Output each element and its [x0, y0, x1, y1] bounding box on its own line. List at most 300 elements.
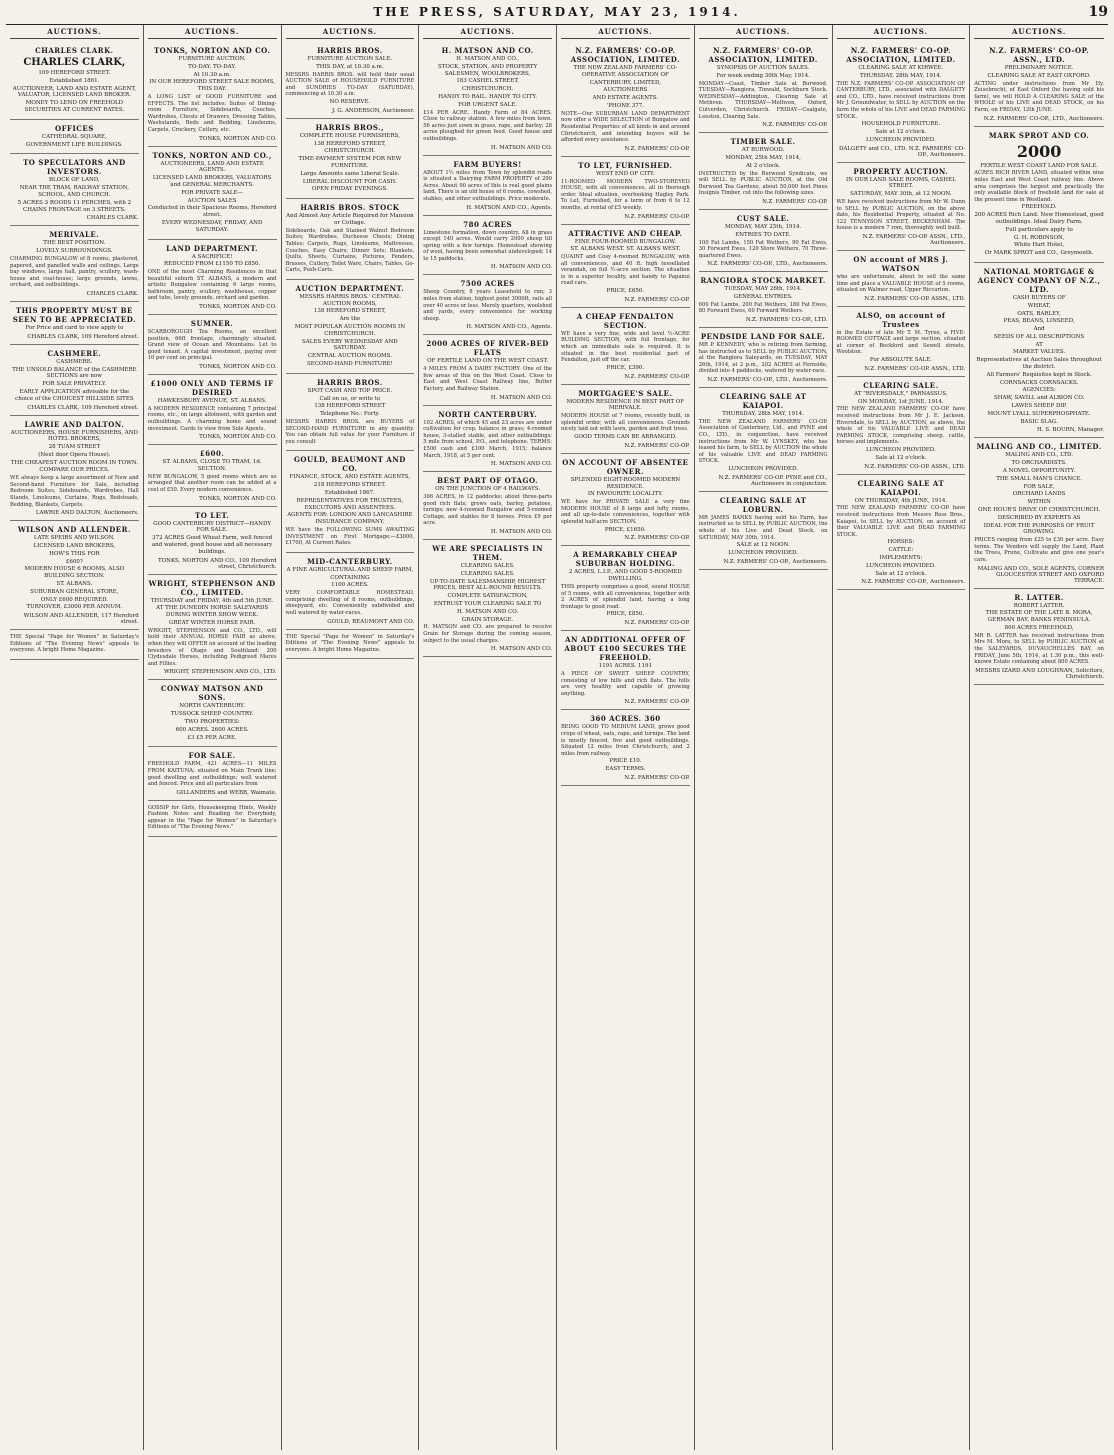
- advertisement: [561, 454, 690, 547]
- ad-title: MALING AND CO., LIMITED.: [976, 442, 1102, 452]
- ad-line: Sale at 12 o'clock.: [875, 128, 927, 135]
- ad-title: WILSON AND ALLENDER.: [17, 525, 131, 535]
- advertisement: [423, 335, 552, 405]
- ad-signature: N.Z. FARMERS' CO-OP.: [762, 122, 828, 129]
- ad-body: MODERN HOUSE of 7 rooms, recently built, in splendid order, with all conveniences. Grounds nicely laid out with lawn, garden and fruit trees.: [561, 413, 690, 433]
- ad-line: LUNCHEON PROVIDED.: [728, 466, 798, 472]
- ad-signature: N.Z. FARMERS' CO-OP.: [624, 620, 690, 627]
- ad-title: TO SPECULATORS AND INVESTORS.: [23, 158, 126, 177]
- ad-line: SECOND-HAND FURNITURE!: [307, 361, 393, 368]
- ad-line: MODERN RESIDENCE IN BEST PART OF MERIVALE.: [566, 398, 685, 412]
- ad-body: THE Special "Page for Women" in Saturday's Editions of "The Evening News" appeals to everyone. A bright Home Magazine.: [285, 633, 415, 653]
- ad-line: PRICE, £850.: [606, 611, 645, 618]
- ad-line: LUNCHEON PROVIDED.: [866, 562, 936, 569]
- ad-line: CATTLE:: [888, 547, 914, 554]
- advertisement: [699, 492, 828, 570]
- ad-line: SPOT CASH AND TOP PRICE.: [307, 387, 393, 394]
- ad-signature: WRIGHT, STEPHENSON AND CO., LTD.: [163, 669, 277, 676]
- ad-title: TIMBER SALE.: [730, 137, 796, 147]
- ad-line: LOVELY SURROUNDINGS.: [36, 248, 113, 255]
- ad-body: A MODERN RESIDENCE containing 7 principal rooms, etc., on large allotment, with garden and outbuildings. A charming home and sound investment. Cards to view from Sole Agents.: [147, 405, 277, 432]
- ad-body: Sideboards, Oak and Stained Walnut Bedroom Suites; Wardrobes, Duchesse Chests; Dining Tables; Carpets, Rugs, Linoleums, Mattresses, Couches, Easy Chairs; Dinner Sets; Blankets, Quilts, Sheets, Curtains, Pictures, Fenders, Brasses, Cutlery, Toilet Ware, Chairs, Tables, Go-Carts, Push-Carts.: [285, 227, 415, 274]
- advertisement: [699, 42, 828, 133]
- ad-line: CASH BUYERS OF: [1012, 294, 1066, 301]
- ad-line: At 2 o'clock.: [746, 162, 781, 169]
- advertisement: [286, 553, 415, 630]
- ad-line: IN FAVOURITE LOCALITY.: [587, 491, 663, 498]
- ad-signature: N.Z. FARMERS' CO-OP., LTD.: [745, 317, 828, 324]
- advertisement: [10, 302, 139, 345]
- ad-line: PEAS, BEANS, LINSEED,: [1003, 318, 1075, 325]
- ad-line: THIS DAY, at 10.30 a.m.: [316, 63, 384, 70]
- ad-line: THE NEW ZEALAND FARMERS' CO-OPERATIVE ASSOCIATION OF: [573, 65, 678, 78]
- ad-line: A SACRIFICE!: [191, 253, 233, 260]
- ad-line: Telephone No.: Forty.: [320, 411, 380, 418]
- advertisement: [561, 42, 690, 157]
- ad-body: ABOUT 1½ miles from Town by splendid roads is situated a Dairying FARM PROPERTY of 290 Acres. About 90 acres of this is real good plains land. There is an old house of 6 rooms, cowshed, stables, and other outbuildings. Price moderate.: [423, 169, 552, 202]
- ad-title: 360 ACRES. 360: [590, 714, 661, 724]
- ad-signature: N.Z. FARMERS' CO-OP., LTD., Auctioneers.: [707, 261, 828, 268]
- ad-line: 'PHONE 377.: [606, 102, 645, 109]
- ad-line: Established 1861.: [49, 77, 100, 84]
- ad-body: who are unfortunate, about to sell the same time and place a VALUABLE HOUSE of 5 rooms, situated on Walmer road, Upper Riccarton.: [836, 273, 966, 294]
- ad-line: AND ESTATE AGENTS.: [592, 95, 659, 102]
- ad-line: Established 1867.: [324, 490, 375, 497]
- ad-line: CLEARING SALES.: [460, 570, 515, 577]
- advertisement: [286, 119, 415, 199]
- ad-line: ON THE JUNCTION OF 4 RAILWAYS.: [435, 486, 541, 493]
- ad-line: 1191 ACRES. 1191: [598, 663, 652, 670]
- ad-body: MR P. KENNEDY, who is retiring from farming, has instructed us to SELL by PUBLIC AUCTION, at the Rangiora Saleyards, on TUESDAY, MAY 26th, 1914, at 2 p.m., 202 ACRES at Fernside, divided into 4 paddocks, watered by water-race.: [698, 342, 828, 375]
- ad-line: 800 ACRES FREEHOLD,: [1004, 624, 1074, 631]
- ad-line: FERTILE WEST COAST LAND FOR SALE.: [980, 162, 1099, 169]
- ad-line: MESSRS HARRIS BROS.' CENTRAL AUCTION ROOMS,: [299, 293, 401, 307]
- ad-body: ONE of the most Charming Residences in that beautiful suburb ST. ALBANS, a modern and artistic Bungalow containing 6 large rooms, bathroom, pantry, scullery, washhouse, copper and tubs, lovely grounds, orchard and garden.: [147, 269, 277, 302]
- ad-body: 4 MILES FROM A DAIRY FACTORY. One of the few areas of this on the West Coast. Close to East and West Coast Railway line, Butter Factory, and Railway Station.: [423, 366, 552, 393]
- ad-line: CENTRAL AUCTION ROOMS.: [307, 353, 392, 360]
- ad-signature: CHARLES CLARK.: [86, 290, 139, 297]
- advertisement: [837, 307, 966, 377]
- ad-line: EARLY APPLICATION advisable for the choice of the CHOICEST HILLSIDE SITES: [15, 388, 134, 402]
- ad-line: THE ESTATE OF THE LATE B. MORA, GERMAN BAY, BANKS PENINSULA.: [985, 610, 1093, 624]
- ad-line: ON MONDAY, 1st JUNE, 1914.: [857, 398, 944, 405]
- ad-line: MOUNT LYALL SUPERPHOSPHATE.: [987, 410, 1091, 417]
- column-1: [6, 25, 144, 1450]
- ad-line: (Next door Opera House).: [38, 451, 111, 458]
- ad-signature: H. S. BOURN, Manager.: [1036, 427, 1104, 434]
- ad-line: 28 TUAM STREET: [48, 444, 101, 451]
- ad-title: N.Z. FARMERS' CO-OP. ASSOCIATION, LIMITED.: [570, 46, 681, 64]
- ad-line: 138 HEREFORD STREET: [314, 403, 386, 410]
- ad-line: £600?: [65, 558, 83, 565]
- ad-signature: N.Z. FARMERS' CO-OP.: [624, 145, 690, 152]
- advertisement: [286, 280, 415, 374]
- ad-signature: H. MATSON AND CO.: [490, 528, 552, 535]
- ad-title: BEST PART OF OTAGO.: [437, 476, 539, 486]
- ad-body: THE NEW ZEALAND FARMERS' CO-OP. Association of Canterbury, Ltd., and PYNE and CO., LTD., in conjunction, have received instructions from Mr W. LYNSKEY, who has leased his farm, to SELL by AUCTION the whole of his valuable LIVE and DEAD FARMING STOCK.: [698, 418, 828, 465]
- ad-signature: WILSON AND ALLENDER, 117 Hereford street.: [23, 613, 139, 626]
- ad-body: INSTRUCTED by the Burwood Syndicate, we will SELL by PUBLIC AUCTION, at the Old Burwood Tea Gardens, about 50,000 feet Pinus Insignis Timber, cut into the following sizes.: [698, 170, 828, 197]
- ad-line: OPEN FRIDAY EVENINGS.: [311, 186, 388, 193]
- ad-line: SYNOPSIS OF AUCTION SALES.: [716, 65, 810, 71]
- ad-line: AGENCIES:: [1022, 387, 1056, 394]
- ad-signature: N.Z. FARMERS' CO-OP.: [624, 535, 690, 542]
- ad-title: A CHEAP FENDALTON SECTION.: [576, 311, 675, 330]
- ad-signature: H. MATSON AND CO.: [490, 646, 552, 653]
- ad-body: 11-ROOMED MODERN TWO-STOREYED HOUSE, with all conveniences, all in thorough order. Ideal situation, overlooking Hagley Park. To Let, Furnished, for a term of from 6 to 12 months, at rental of £5 weekly.: [561, 178, 690, 211]
- ad-signature: H. MATSON AND CO.: [490, 264, 552, 271]
- ad-line: ROBERT LATTER.: [1013, 602, 1065, 609]
- ad-signature: TONKS, NORTON AND CO.: [199, 364, 277, 371]
- ad-line: AGENTS FOR: LONDON AND LANCASHIRE INSURANCE COMPANY.: [287, 512, 413, 526]
- ad-body: PRICES ranging from £25 to £30 per acre. Easy terms. The Vendors will supply the Land, Plant the Trees, Prune, Cultivate and give one year's care.: [974, 537, 1104, 563]
- ad-line: NEAR THE TRAM, RAILWAY STATION, SCHOOL, AND CHURCH.: [19, 185, 129, 198]
- ad-signature: CHARLES CLARK, 109 Hereford street.: [27, 333, 139, 340]
- ad-title: FARM BUYERS!: [453, 159, 522, 169]
- ad-body: SCARBOROUGH Tea Rooms, an excellent position, 66ft frontage, charmingly situated. Grand view of Ocean and Mountains. Let to good tenant. A capital investment, paying over 10 per cent on principal.: [147, 329, 277, 362]
- advertisement: [148, 315, 277, 375]
- ad-signature: N.Z. FARMERS' CO-OP.: [624, 373, 690, 380]
- ad-line: FINE FOUR-ROOMED BUNGALOW.: [574, 238, 676, 245]
- ad-line: AUCTIONEER, LAND AND ESTATE AGENT, VALUATOR, LICENSED LAND BROKER.: [12, 85, 136, 99]
- ad-title: MERIVALE.: [49, 230, 100, 240]
- ad-line: £3 £5 PER ACRE.: [187, 734, 237, 741]
- ad-line: EVERY WEDNESDAY, FRIDAY, AND SATURDAY.: [161, 219, 263, 233]
- ad-line: BASIC SLAG.: [1020, 418, 1058, 425]
- advertisement: [423, 156, 552, 216]
- ad-line: MODERN HOUSE 6 ROOMS, ALSO BUILDING SECTION.: [24, 566, 125, 580]
- advertisement: [561, 225, 690, 308]
- ad-line: CHRISTCHURCH.: [324, 148, 376, 155]
- ad-title: ALSO, on account of Trustees: [856, 310, 946, 329]
- ad-body: THE NEW ZEALAND FARMERS' CO-OP. have received instructions from Mr J. E. Jackson, Riversdale, to SELL by AUCTION, as above, the whole of his VALUABLE LIVE and DEAD FARMING STOCK, comprising sheep, cattle, horses and implements.: [836, 406, 966, 446]
- ad-body: CHARMING BUNGALOW of 8 rooms, plastered, papered, and panelled walls and ceilings. Large bay windows, large hall, pantry, scullery, wash-house and coal-house; large grounds, lawns, orchard, and outbuildings.: [10, 255, 139, 289]
- ad-body: WRIGHT, STEPHENSON and CO., LTD., will hold their ANNUAL HORSE FAIR as above, when they will OFFER on account of the leading breeders of Otago and Southland: 200 Clydesdale Horses, including Pedigreed Mares and Fillies.: [147, 627, 277, 667]
- ad-line: CASHMERE.: [56, 358, 93, 365]
- ad-line: MOST POPULAR AUCTION ROOMS IN CHRISTCHURCH.: [294, 324, 406, 337]
- ad-signature: TONKS, NORTON AND CO., 109 Hereford street, Christchurch.: [157, 557, 277, 570]
- ad-line: DESCRIBED BY EXPERTS AS: [997, 514, 1081, 521]
- ad-title: R. LATTER.: [1014, 592, 1064, 602]
- ad-body: Sheep Country, 8 years Leasehold to run; 3 miles from station, highest point 3000ft, rails all over 40 acres or less. Merely quarters, woolshed and yards, every convenience for working sheep.: [423, 289, 552, 322]
- advertisement: [561, 385, 690, 454]
- ad-body: THE N.Z. FARMERS' CO-OP. ASSOCIATION OF CANTERBURY, LTD., associated with DALGETY and CO., LTD., have received instructions from Mr J. Groundwater, to SELL by AUCTION on the farm the whole of his LIVE and DEAD FARMING STOCK.: [836, 80, 966, 120]
- advertisement: [974, 127, 1104, 263]
- ad-signature: N.Z. FARMERS' CO-OP., LTD., Auctioneers.: [707, 377, 828, 384]
- ad-title: HARRIS BROS.,: [315, 122, 385, 132]
- ad-line: GRAIN STORAGE.: [461, 616, 514, 623]
- ad-title: CLEARING SALE AT KAIAPOI.: [857, 478, 945, 497]
- ad-line: NO RESERVE.: [329, 98, 371, 105]
- ad-title: AN ADDITIONAL OFFER OF ABOUT £100 SECURES THE FREEHOLD.: [564, 635, 687, 663]
- ad-body: WE have the FOLLOWING SUMS AWAITING INVESTMENT on First Mortgage:—£3000, £1700, At Current Rates.: [285, 527, 415, 547]
- ad-title: TONKS, NORTON AND CO.: [153, 46, 271, 55]
- ad-signature: H. MATSON AND CO., Agents.: [466, 204, 552, 211]
- ad-body: WE have received instructions from Mr W. Dunn to SELL by PUBLIC AUCTION, on the above date, his Residential Property, situated at No. 122 TENNYSON STREET, BECKENHAM. The house is a modern 7 rom, thoroughly well built.: [836, 198, 966, 232]
- ad-body: NOTE—Our SUBURBAN LAND DEPARTMENT now offer a WIDE SELECTION of Bungalow and Residential Properties of all kinds in and around Christchurch, and intending buyers will be afforded every assistance.: [561, 110, 690, 144]
- ad-title: HARRIS BROS.: [317, 46, 383, 55]
- ad-signature: MALING AND CO., SOLE AGENTS, CORNER GLOUCESTER STREET AND OXFORD TERRACE.: [977, 565, 1104, 584]
- ad-line: MONDAY, MAY 25th, 1914.: [724, 223, 802, 230]
- column-heading: AUCTIONS.: [148, 27, 277, 39]
- ad-body: MESSRS HARRIS BROS. will hold their usual AUCTION SALE of HOUSEHOLD FURNITURE and SUNDRIES TO-DAY (SATURDAY), commencing at 10.30 a.m.: [285, 71, 415, 98]
- ad-line: HORSES:: [887, 539, 915, 546]
- column-6: [695, 25, 833, 1450]
- ad-line: 600 ACRES. 2600 ACRES.: [175, 726, 249, 733]
- ad-signature: CHARLES CLARK.: [86, 215, 139, 222]
- ad-line: SALES EVERY WEDNESDAY AND SATURDAY.: [302, 338, 398, 352]
- ad-line: 138 HEREFORD STREET,: [313, 140, 386, 147]
- advertisement: [10, 226, 139, 302]
- ad-line: BLOCK OF LAND,: [49, 177, 100, 184]
- advertisement: [423, 42, 552, 156]
- ad-body: £14 PER ACRE. Handy Farm of 84 ACRES. Close to railway station. A few miles from town. 56 acres just sown in grass, rape, and barley; 28 acres ploughed for green feed. Good house and outbuildings.: [423, 109, 552, 142]
- ad-line: GREAT WINTER HORSE FAIR.: [169, 619, 256, 626]
- advertisement: [286, 374, 415, 452]
- ad-signature: N.Z. FARMERS' CO-OP., Auctioneers.: [723, 558, 828, 565]
- ad-line: REPRESENTATIVES FOR TRUSTEES, EXECUTORS AND ASSENTEES.: [296, 497, 404, 511]
- ad-line: For ABSOLUTE SALE.: [869, 357, 932, 364]
- ad-title: 7500 ACRES: [460, 279, 515, 289]
- ad-line: SUBURBAN GENERAL STORE,: [30, 588, 119, 595]
- ad-body: NEW BUNGALOW, 5 good rooms which are so arranged that another room can be added at a cost of £50. Every modern convenience.: [147, 473, 277, 493]
- ad-line: ON THURSDAY, 4th JUNE, 1914.: [854, 497, 948, 504]
- ad-body: ACTING under instructions from Mr Hy. Zeisebrecht, of East Oxford (he having sold his farm), we will HOLD A CLEARING SALE of the WHOLE of his LIVE and DEAD STOCK, on his Farm, on FRIDAY, 12th JUNE.: [974, 80, 1104, 113]
- ad-line: HAWKESBURY AVENUE, ST. ALBANS.: [157, 398, 267, 405]
- ad-line: ONLY £600 REQUIRED.: [40, 596, 109, 603]
- column-heading: AUCTIONS.: [974, 27, 1104, 39]
- ad-title: FOR SALE.: [188, 751, 236, 761]
- ad-signature: N.Z. FARMERS' CO-OP.: [624, 296, 690, 303]
- advertisement: [148, 42, 277, 147]
- ad-body: ACRES RICH RIVER LAND, situated within nine miles East and West Coast railway line. Above area comprises the largest and practically the only available block of freehold land for sale at the present time in Westland.: [974, 170, 1104, 203]
- ad-title: ON account of MRS J. WATSON: [853, 254, 949, 273]
- ad-body: WE always keep a large assortment of New and Second-hand Furniture for Sale, including Bedroom Suites, Sideboards, Wardrobes, Hall Stands, Linoleums, Curtains, Rugs, Bedsteads, Bedding, Blankets, Carpets.: [10, 475, 139, 508]
- advertisement: [561, 546, 690, 631]
- advertisement: [286, 42, 415, 119]
- ad-line: IN OUR LAND SALE ROOMS, CASHEL STREET.: [845, 176, 956, 190]
- ad-title: NATIONAL MORTGAGE & AGENCY COMPANY OF N.Z., LTD.: [977, 266, 1101, 294]
- paper-title: THE PRESS, SATURDAY, MAY 23, 1914.: [373, 5, 741, 19]
- advertisement: [837, 42, 966, 163]
- ad-title: N.Z. FARMERS' CO-OP. ASSOCIATION, LIMITED.: [846, 46, 956, 64]
- column-3: [282, 25, 420, 1450]
- advertisement: [974, 589, 1104, 685]
- ad-line: 2 ACRES, L.I.P., AND GOOD 5-ROOMED DWELLING.: [568, 569, 682, 583]
- advertisement: [561, 710, 690, 786]
- ad-title: HARRIS BROS. STOCK: [300, 203, 400, 213]
- ad-line: FURNITURE AUCTION SALE.: [307, 56, 393, 62]
- ad-line: Call on us, or write to: [319, 395, 381, 402]
- ad-line: MARKET VALUES.: [1013, 349, 1066, 356]
- ad-line: FOR URGENT SALE.: [458, 101, 518, 108]
- ad-line: THURSDAY, 28th MAY, 1914.: [722, 411, 804, 418]
- ad-signature: N.Z. FARMERS' CO-OP. PYNE and CO., Auctioneers in conjunction.: [718, 474, 828, 487]
- ad-body: in the Estate of late Mr T. M. Tyree, a FIVE-ROOMED COTTAGE and large section, situated at corner of Beckford and Sewell streets, Woolston.: [836, 329, 966, 356]
- column-heading: AUCTIONS.: [10, 27, 139, 39]
- ad-line: CORNSACKS CORNSACKS.: [999, 379, 1079, 386]
- advertisement: [561, 631, 690, 710]
- advertisement: [837, 163, 966, 251]
- ad-title: AUCTION DEPARTMENT.: [295, 283, 405, 293]
- ad-line: GOOD TERMS CAN BE ARRANGED.: [574, 434, 677, 441]
- ad-body: MESSRS HARRIS BROS. are BUYERS of SECOND-HAND FURNITURE in any quantity. You can obtain full value for your Furniture if you consult: [285, 419, 415, 445]
- ad-title: RANGIORA STOCK MARKET.: [700, 276, 826, 286]
- ad-signature: H. MATSON AND CO.: [490, 394, 552, 401]
- ad-signature: N.Z. FARMERS' CO-OP. ASSN., LTD., Auctioneers.: [862, 233, 966, 246]
- masthead: [6, 4, 1108, 25]
- advertisement: [561, 157, 690, 225]
- ad-line: WHEAT,: [1027, 302, 1051, 309]
- advertisement: [837, 377, 966, 475]
- advertisement: [286, 199, 415, 280]
- ad-line: THURSDAY and FRIDAY, 4th and 5th JUNE.: [150, 597, 274, 604]
- advertisement: [699, 133, 828, 210]
- ad-line: AT THE DUNEDIN HORSE SALEYARDS DURING WINTER SHOW WEEK.: [156, 605, 269, 619]
- ad-line: Sale at 12 o'clock.: [875, 454, 927, 461]
- ad-line: GENERAL ENTRIES.: [733, 294, 793, 301]
- ad-signature: MESSRS IZARD AND LOUGHNAN, Solicitors, Christchurch.: [975, 667, 1104, 680]
- ad-body: MR JAMES BANKS having sold his Farm, has instructed us to SELL by PUBLIC AUCTION, the whole of his Live and Dead Stock, on SATURDAY, MAY 30th, 1914.: [698, 514, 828, 541]
- ad-line: LUNCHEON PROVIDED.: [866, 136, 936, 143]
- ad-title: H. MATSON AND CO.: [441, 46, 534, 55]
- column-5: [557, 25, 695, 1450]
- ad-line: And Almost Any Article Required for Mansion or Cottage.: [286, 213, 414, 226]
- ad-line: ORCHARD LANDS: [1012, 491, 1066, 498]
- ad-signature: TONKS, NORTON AND CO.: [199, 304, 277, 311]
- ad-line: MONDAY, 25th MAY, 1914,: [725, 154, 801, 161]
- column-heading: AUCTIONS.: [699, 27, 828, 39]
- ad-line: AUCTIONEERS: [603, 87, 648, 94]
- advertisement: [10, 630, 139, 660]
- ad-title: CLEARING SALE AT KAIAPOI.: [719, 392, 807, 411]
- ad-line: TWO PROPERTIES:: [184, 718, 240, 725]
- ad-title: NORTH CANTERBURY.: [438, 409, 538, 419]
- ad-line: OATS, BARLEY,: [1017, 310, 1061, 317]
- ad-line: SATURDAY, MAY 30th, at 12 NOON.: [850, 191, 952, 198]
- advertisement: [699, 272, 828, 328]
- ad-title: N.Z. FARMERS' CO-OP. ASSOCIATION, LIMITED.: [708, 46, 818, 64]
- ad-title: CASHMERE.: [47, 348, 102, 358]
- ad-body: BEING GOOD TO MEDIUM LAND, grows good crops of wheat, oats, rape, and turnips. The land is mostly fenced, five and good outbuildings. Situated 12 miles from Christchurch, and 2 miles from railway.: [561, 724, 690, 757]
- ad-signature: N.Z. FARMERS' CO-OP.: [624, 213, 690, 220]
- ad-line: LATE SPEIRS AND WILSON.: [33, 535, 115, 542]
- advertisement: [423, 216, 552, 276]
- ad-line: LIBERAL DISCOUNT FOR CASH.: [302, 178, 397, 185]
- ad-line: CLEARING SALE AT EAST OXFORD.: [987, 72, 1091, 79]
- ad-line: IDEAL FOR THE PURPOSES OF FRUIT GROWING.: [983, 522, 1095, 536]
- column-8: [970, 25, 1108, 1450]
- advertisement: [148, 375, 277, 445]
- ad-line: LUNCHEON PROVIDED.: [728, 549, 798, 556]
- advertisement: [148, 747, 277, 800]
- ad-body: THE Special "Page for Women" in Saturday's Editions of "The Evening News" appeals to everyone. A bright Home Magazine.: [10, 634, 139, 654]
- ad-signature: GILLANDERS and WEBB, Waimate.: [176, 789, 277, 796]
- ad-line: SPLENDID EIGHT-ROOMED MODERN RESIDENCE.: [570, 476, 681, 490]
- ad-title: CLEARING SALE AT LOBURN.: [719, 495, 807, 514]
- ad-line: ENTRUST YOUR CLEARING SALE TO: [433, 600, 542, 607]
- ad-line: PRICE, £650.: [606, 288, 645, 295]
- ad-line: AT: [1035, 341, 1043, 348]
- ad-line: 200 ACRES Rich Land. New Homestead, good outbuildings. Ideal Dairy Farm.: [974, 212, 1104, 225]
- ad-line: MONEY TO LEND ON FREEHOLD SECURITIES AT CURRENT RATES.: [24, 100, 125, 113]
- ad-body: H. MATSON and CO. are prepared to receive Grain for Storage during the coming season, subject to the usual charges.: [423, 624, 552, 644]
- column-2: [144, 25, 282, 1450]
- ad-line: TUESDAY, MAY 26th, 1914.: [724, 286, 802, 293]
- ad-line: For week ending 30th May, 1914.: [716, 72, 810, 79]
- advertisement: [10, 42, 139, 120]
- advertisement: [423, 406, 552, 473]
- advertisement: [699, 210, 828, 272]
- ad-body: A PIECE OF SWEET SHEEP COUNTRY, consisting of low hills and rich flats. The hills are very healthy and capable of growing anything.: [561, 670, 690, 697]
- ad-title: 780 ACRES: [463, 219, 512, 229]
- ad-line: SEEDS OF ALL DESCRIPTIONS: [994, 333, 1085, 340]
- ad-line: COMPARE OUR PRICES.: [39, 467, 110, 474]
- ad-title: CLEARING SALE.: [863, 380, 939, 390]
- ad-line: 372 ACRES Good Wheat Farm, well fenced and watered, good house and all necessary buildings.: [151, 535, 273, 555]
- ad-signature: H. MATSON AND CO., Agents.: [466, 324, 552, 331]
- ad-line: AUCTIONEERS, LAND AND ESTATE AGENTS.: [160, 160, 264, 174]
- advertisement: [10, 521, 139, 630]
- ad-line: White Hart Hotel,: [1014, 242, 1065, 249]
- advertisement: [423, 472, 552, 540]
- ad-line: FINANCE, STOCK, AND ESTATE AGENTS,: [289, 474, 411, 481]
- advertisement: [974, 263, 1104, 439]
- ad-signature: LAWRIE AND DALTON, Auctioneers.: [35, 510, 139, 517]
- ad-line: AUCTIONEERS, HOUSE FURNISHERS, AND HOTEL BROKERS,: [10, 429, 138, 443]
- advertisement: [286, 630, 415, 660]
- ad-signature: N.Z. FARMERS' CO-OP.: [624, 442, 690, 449]
- ad-line: CATHEDRAL SQUARE,: [41, 133, 107, 140]
- column-heading: AUCTIONS.: [286, 27, 415, 39]
- ad-line: THE BEST POSITION.: [43, 240, 106, 247]
- ad-line: Are the: [339, 316, 361, 323]
- ad-signature: J. G. ANDERSON, Auctioneer.: [331, 107, 415, 114]
- ad-line: ONE HOUR'S DRIVE OF CHRISTCHURCH.: [978, 507, 1101, 514]
- advertisement: [974, 42, 1104, 127]
- ad-line: ENTRIES TO DATE.: [735, 231, 792, 238]
- ad-title: £1000 ONLY AND TERMS IF DESIRED: [150, 379, 274, 398]
- ad-line: Or MARK SPROT and CO., Greymouth.: [984, 250, 1094, 257]
- ad-line: PRELIMINARY NOTICE.: [1004, 65, 1074, 71]
- advertisement: [10, 345, 139, 416]
- ad-headline: CHARLES CLARK,: [23, 57, 126, 68]
- ad-body: 102 ACRES, of which 45 and 23 acres are under cultivation for crop, balance in grass; 4-roomed house, 3-stalled stable, and other outbuildings; 5 mile from school, P.O., and telephone. TERMS: £500 cash and £100 March, 1915; balance March, 1918, at 5 per cent.: [423, 419, 552, 459]
- ad-title: PENDSIDE LAND FOR SALE.: [700, 332, 826, 342]
- ad-line: SHAW, SAVILL and ALBION CO.: [993, 395, 1085, 402]
- ad-line: Full particulars apply to: [1005, 226, 1073, 233]
- ad-line: CHRISTCHURCH.: [461, 86, 514, 93]
- ad-line: THE SMALL MAN'S CHANCE.: [996, 475, 1083, 482]
- ad-line: 183 CASHEL STREET,: [456, 78, 519, 85]
- ad-line: ST. ALBANS WEST. ST. ALBANS WEST.: [570, 246, 681, 253]
- ad-signature: DALGETY and CO., LTD. N.Z. FARMERS' CO-OP., Auctioneers.: [838, 145, 966, 158]
- ad-line: AUCTION SALES: [187, 197, 237, 204]
- ad-body: WE have for PRIVATE SALE a very fine MODERN HOUSE of 8 large and lofty rooms, and all up-to-date conveniences, together with splendid half-acre SECTION.: [561, 499, 690, 525]
- ad-signature: N.Z. FARMERS' CO-OP., Auctioneers.: [861, 579, 966, 586]
- ad-line: COMPLETE HOUSE FURNISHERS,: [299, 132, 400, 139]
- ad-title: THIS PROPERTY MUST BE SEEN TO BE APPRECIATED.: [12, 305, 137, 324]
- ad-line: THE UNSOLD BALANCE of the CASHMERE SECTIONS are now: [12, 366, 137, 380]
- ad-line: FOR SALE,: [1023, 483, 1055, 490]
- ad-line: LUNCHEON PROVIDED.: [866, 447, 936, 454]
- ad-line: IN OUR HEREFORD STREET SALE ROOMS, THIS DAY.: [149, 79, 275, 93]
- page-number: 19: [1088, 4, 1108, 20]
- ad-body: MR R. LATTER has received instructions from Mrs M. Mora, to SELL by PUBLIC AUCTION at the SALEYARDS, DUVAUCHELLES BAY, on FRIDAY, June 5th, 1914, at 1.30 p.m., this well-known Estate containing about 800 ACRES.: [974, 632, 1104, 666]
- ad-line: FOR PRIVATE SALE—: [181, 189, 244, 196]
- advertisement: [148, 240, 277, 316]
- advertisement: [148, 147, 277, 240]
